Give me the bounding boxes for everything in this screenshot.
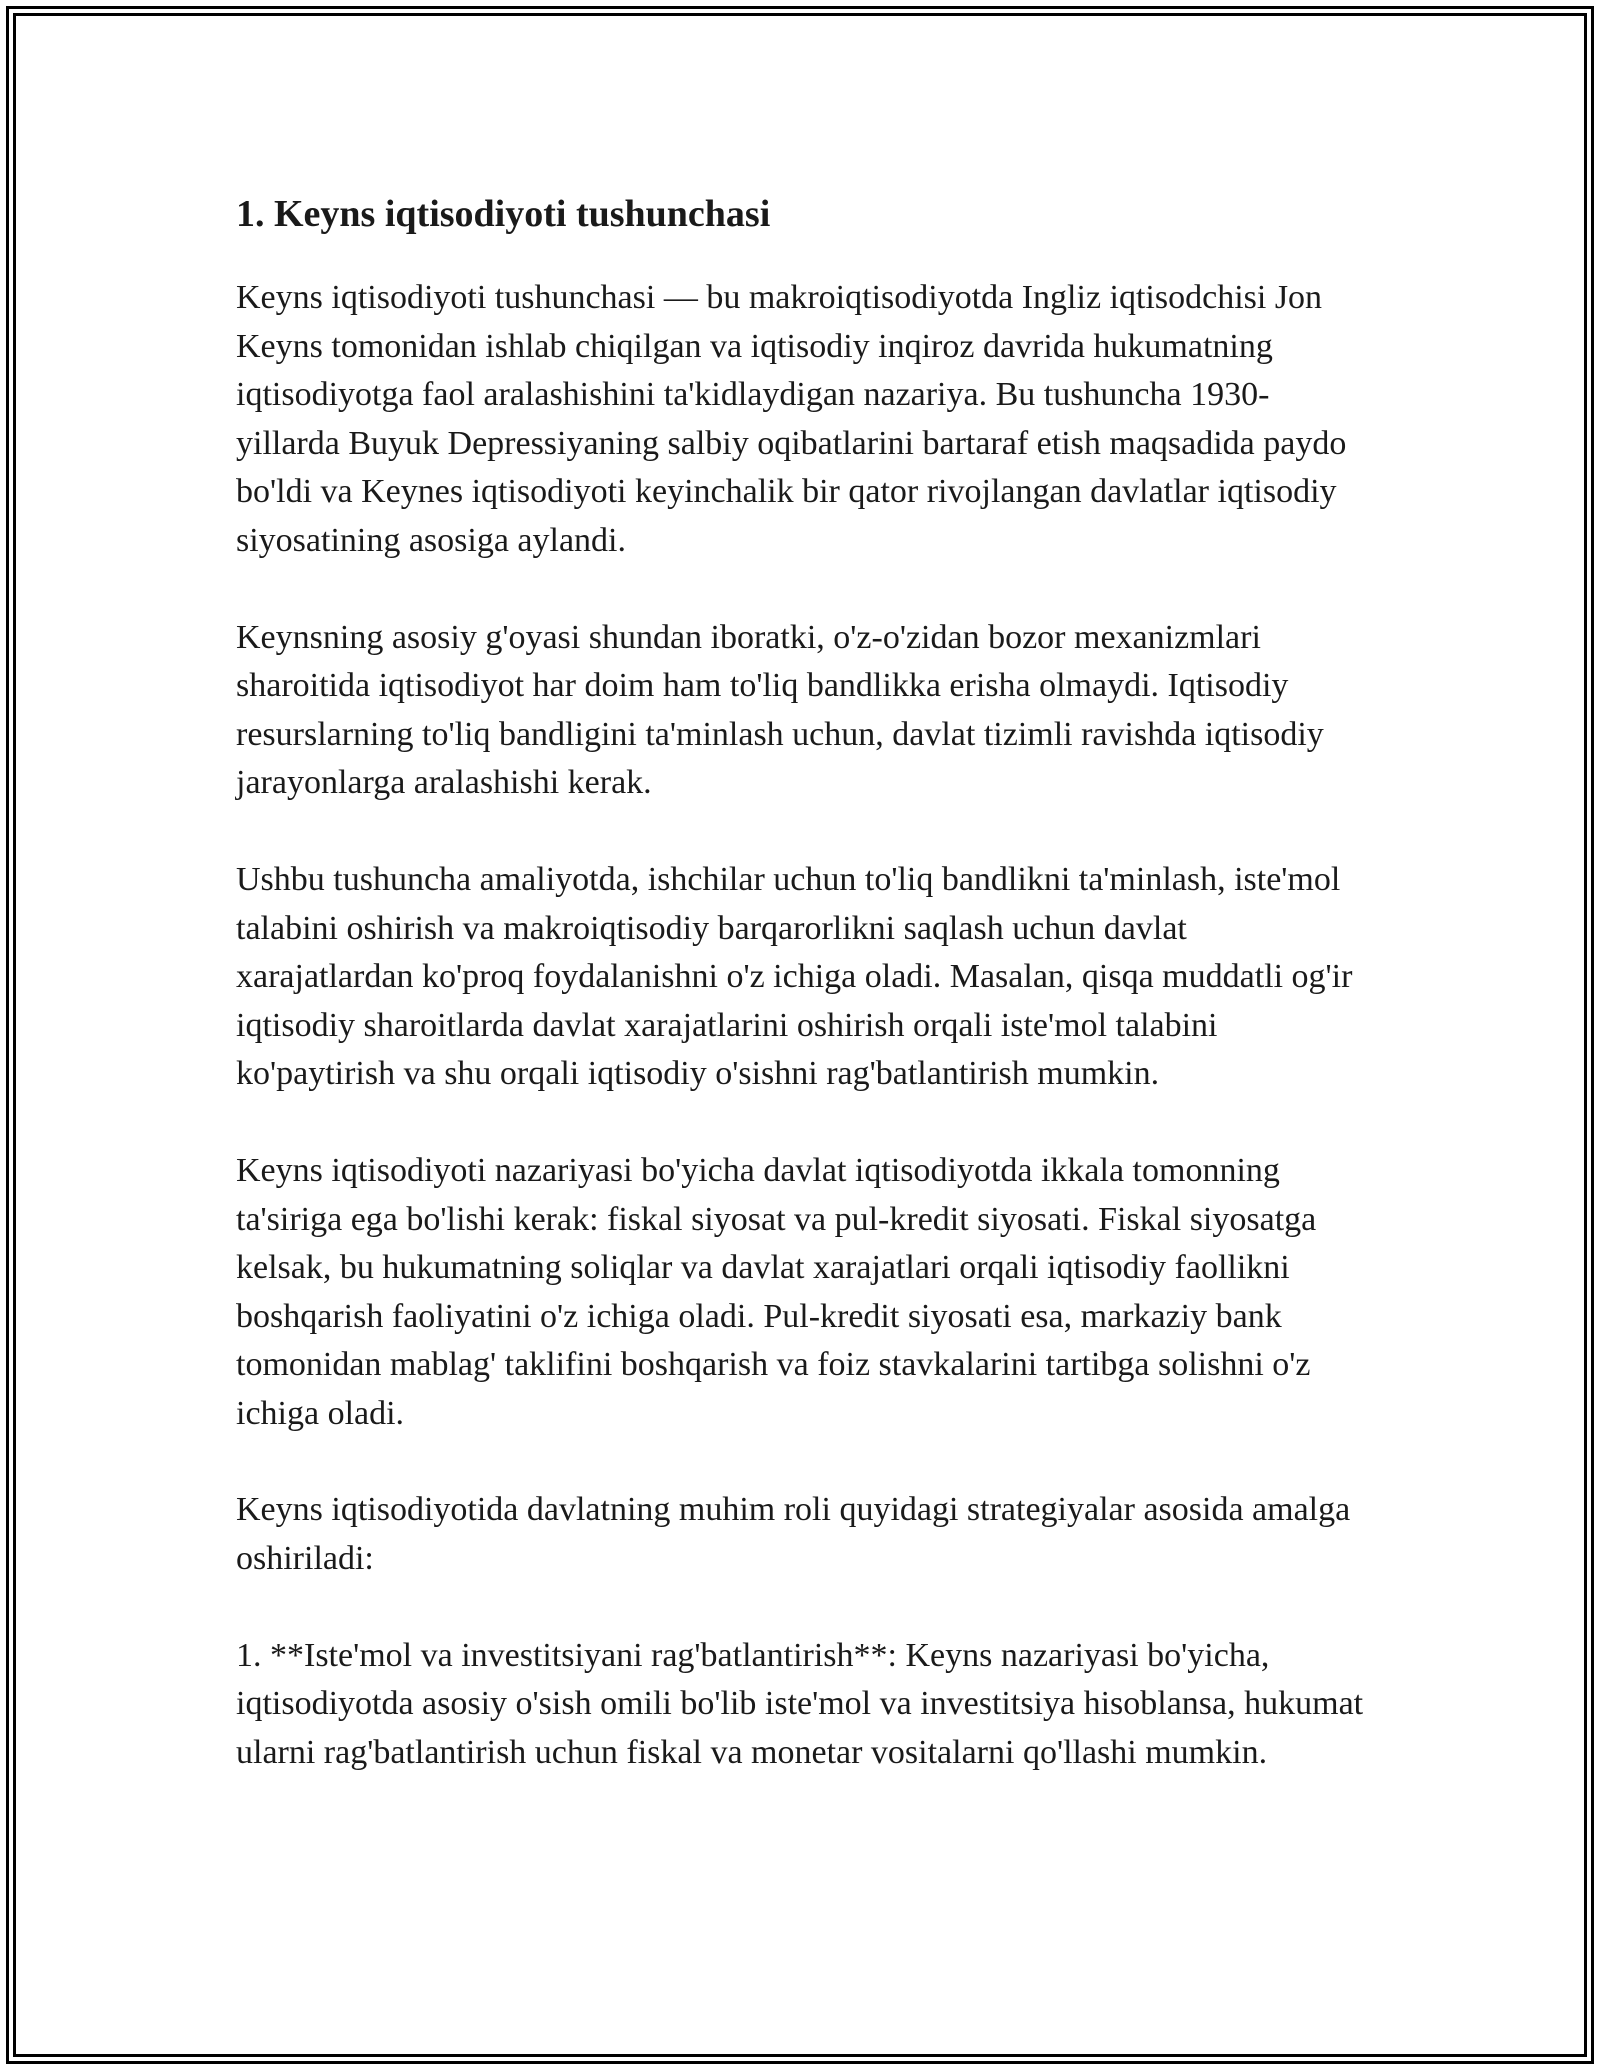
paragraph-main-idea: Keynsning asosiy g'oyasi shundan iboratki, o'z-o'zidan bozor mexanizmlari sharoitida iqtisodiyot har doim ham to'liq bandlikka erisha olmaydi. Iqtisodiy resurslarning to'liq bandligini ta'minlash uchun, davlat tizimli ravishda iqtisodiy jarayonlarga aralashishi kerak. — [236, 618, 1324, 802]
paragraph-strategies-intro: Keyns iqtisodiyotida davlatning muhim roli quyidagi strategiyalar asosida amalga oshiriladi: — [236, 1491, 1351, 1578]
list-item-consumption-investment: 1. **Iste'mol va investitsiyani rag'batlantirish**: Keyns nazariyasi bo'yicha, iqtisodiyotda asosiy o'sish omili bo'lib iste'mol va investitsiya hisoblansa, hukumat ularni rag'batlantirish uchun fiskal va monetar vositalarni qo'llashi mumkin. — [236, 1636, 1364, 1771]
paragraph-policies: Keyns iqtisodiyoti nazariyasi bo'yicha davlat iqtisodiyotda ikkala tomonning ta'siriga ega bo'lishi kerak: fiskal siyosat va pul-kredit siyosati. Fiskal siyosatga kelsak, bu hukumatning soliqlar va davlat xarajatlari orqali iqtisodiy faollikni boshqarish faoliyatini o'z ichiga oladi. Pul-kredit siyosati esa, markaziy bank tomonidan mablag' taklifini boshqarish va foiz stavkalarini tartibga solishni o'z ichiga oladi. — [236, 1151, 1317, 1432]
paragraph-intro: Keyns iqtisodiyoti tushunchasi — bu makroiqtisodiyotda Ingliz iqtisodchisi Jon Keyns tomonidan ishlab chiqilgan va iqtisodiy inqiroz davrida hukumatning iqtisodiyotga faol aralashishini ta'kidlaydigan nazariya. Bu tushuncha 1930-yillarda Buyuk Depressiyaning salbiy oqibatlarini bartaraf etish maqsadida paydo bo'ldi va Keynes iqtisodiyoti keyinchalik bir qator rivojlangan davlatlar iqtisodiy siyosatining asosiga aylandi. — [236, 279, 1347, 559]
document-title: 1. Keyns iqtisodiyoti tushunchasi — [236, 193, 771, 235]
document-body — [236, 186, 1366, 1777]
paragraph-practice: Ushbu tushuncha amaliyotda, ishchilar uchun to'liq bandlikni ta'minlash, iste'mol talabini oshirish va makroiqtisodiy barqarorlikni saqlash uchun davlat xarajatlardan ko'proq foydalanishni o'z ichiga oladi. Masalan, qisqa muddatli og'ir iqtisodiy sharoitlarda davlat xarajatlarini oshirish orqali iste'mol talabini ko'paytirish va shu orqali iqtisodiy o'sishni rag'batlantirish mumkin. — [236, 860, 1353, 1093]
